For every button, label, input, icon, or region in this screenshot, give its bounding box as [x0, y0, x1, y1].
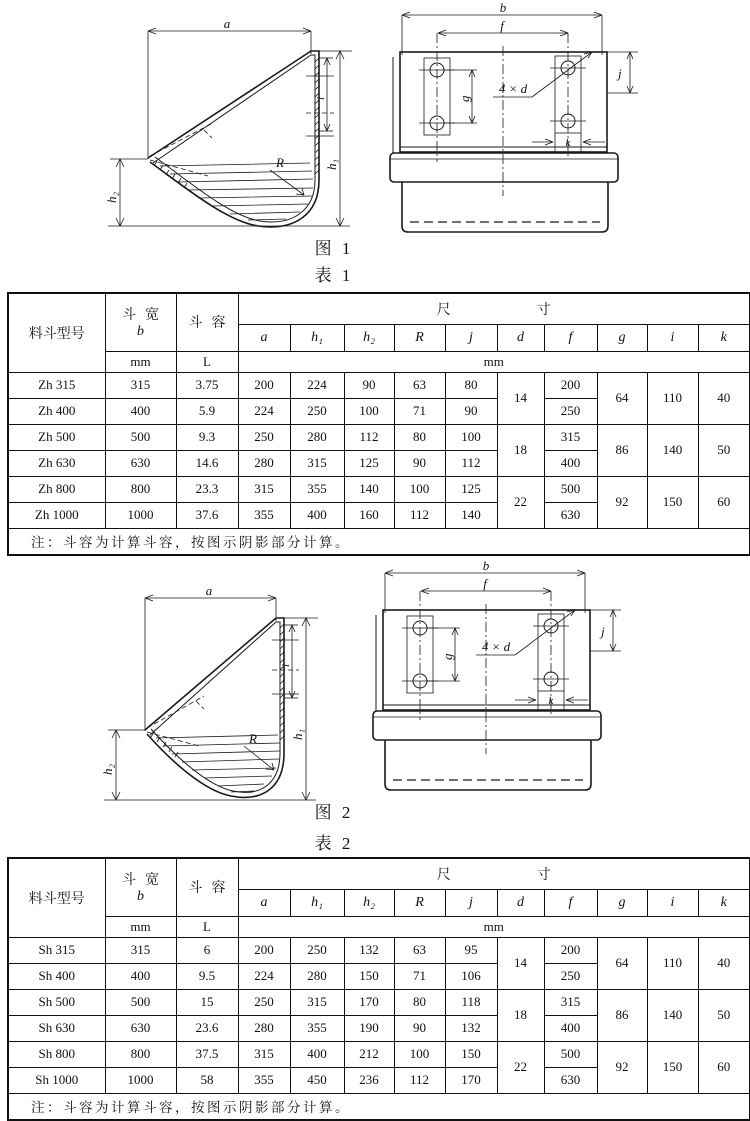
header-volume: 斗容	[176, 858, 238, 916]
cell: 5.9	[176, 398, 238, 424]
dim-label-j: j	[618, 66, 622, 81]
cell: 150	[445, 1041, 497, 1067]
cell: 58	[176, 1067, 238, 1093]
figure2-caption: 图 2	[314, 803, 354, 822]
cell: 400	[105, 963, 176, 989]
cell: 80	[445, 372, 497, 398]
figure1-bucket-side-view	[100, 18, 370, 263]
cell: 92	[597, 476, 647, 528]
cell: 315	[105, 372, 176, 398]
cell-model: Sh 400	[8, 963, 105, 989]
cell: 15	[176, 989, 238, 1015]
cell: 150	[647, 1041, 698, 1093]
cell: 355	[290, 476, 344, 502]
header-col: R	[394, 889, 445, 916]
cell: 400	[290, 1041, 344, 1067]
cell: 80	[394, 424, 445, 450]
header-volume-unit: L	[176, 916, 238, 937]
header-col: k	[698, 324, 750, 351]
cell: 315	[238, 1041, 290, 1067]
cell: 1000	[105, 1067, 176, 1093]
header-col: a	[238, 889, 290, 916]
header-width-unit: mm	[105, 916, 176, 937]
cell: 125	[445, 476, 497, 502]
dimension-j	[607, 52, 638, 93]
cell: 280	[290, 963, 344, 989]
cell: 250	[238, 989, 290, 1015]
cell: 40	[698, 937, 750, 989]
dim-label-h2: h₂	[104, 191, 119, 203]
strap-and-body	[373, 711, 601, 790]
dim-label-4xd: 4 × d	[498, 81, 528, 96]
cell: 22	[497, 1041, 544, 1093]
header-col: j	[445, 324, 497, 351]
cell: 100	[394, 1041, 445, 1067]
cell: 90	[344, 372, 394, 398]
dimension-i	[272, 625, 299, 698]
bucket-outline	[148, 51, 319, 227]
cell: 315	[105, 937, 176, 963]
dimension-a	[145, 583, 276, 731]
header-width-label: 斗宽	[122, 308, 168, 324]
cell-model: Zh 400	[8, 398, 105, 424]
cell: 315	[544, 989, 597, 1015]
header-col: h₁	[290, 324, 344, 351]
cell-model: Sh 315	[8, 937, 105, 963]
dimension-k	[515, 691, 588, 710]
cell: 60	[698, 1041, 750, 1093]
header-dimensions: 尺寸	[238, 293, 750, 324]
cell: 132	[445, 1015, 497, 1041]
header-dims-unit: mm	[238, 351, 750, 372]
cell: 280	[238, 1015, 290, 1041]
cell: 125	[344, 450, 394, 476]
cell: 224	[238, 398, 290, 424]
cell: 400	[544, 1015, 597, 1041]
cell: 355	[238, 1067, 290, 1093]
cell: 100	[344, 398, 394, 424]
dimension-h2	[104, 159, 148, 226]
header-col: d	[497, 324, 544, 351]
cell: 150	[344, 963, 394, 989]
cell: 160	[344, 502, 394, 528]
cell: 14.6	[176, 450, 238, 476]
cell: 280	[290, 424, 344, 450]
dim-label-g: g	[440, 653, 455, 660]
header-col: h₂	[344, 889, 394, 916]
table1-note: 注：斗容为计算斗容，按图示阴影部分计算。	[8, 528, 750, 555]
cell-model: Sh 800	[8, 1041, 105, 1067]
figure1-bucket-rear-view	[385, 0, 675, 245]
cell: 63	[394, 372, 445, 398]
header-width-symbol: b	[137, 324, 144, 340]
header-col: h₂	[344, 324, 394, 351]
cell: 355	[290, 1015, 344, 1041]
dim-label-R: R	[276, 155, 284, 170]
cell: 23.3	[176, 476, 238, 502]
cell: 250	[238, 424, 290, 450]
figure1-caption: 图 1	[314, 239, 354, 258]
cell: 6	[176, 937, 238, 963]
dim-label-j: j	[601, 624, 605, 639]
cell: 140	[344, 476, 394, 502]
cell: 18	[497, 989, 544, 1041]
cell: 71	[394, 398, 445, 424]
cell: 140	[445, 502, 497, 528]
dimension-h1	[104, 618, 318, 800]
cell: 315	[290, 989, 344, 1015]
cell: 200	[238, 937, 290, 963]
cell: 112	[344, 424, 394, 450]
cell: 236	[344, 1067, 394, 1093]
strap-and-body	[390, 153, 618, 232]
cell: 22	[497, 476, 544, 528]
cell: 86	[597, 424, 647, 476]
cell: 9.3	[176, 424, 238, 450]
cell: 190	[344, 1015, 394, 1041]
cell: 400	[290, 502, 344, 528]
cell: 450	[290, 1067, 344, 1093]
cell: 9.5	[176, 963, 238, 989]
cell: 630	[544, 1067, 597, 1093]
cell: 95	[445, 937, 497, 963]
cell: 23.6	[176, 1015, 238, 1041]
cell: 110	[647, 372, 698, 424]
cell: 106	[445, 963, 497, 989]
cell: 64	[597, 937, 647, 989]
dim-label-k: k	[548, 695, 554, 707]
cell: 224	[290, 372, 344, 398]
dim-label-b: b	[482, 558, 490, 573]
cell-model: Zh 800	[8, 476, 105, 502]
header-col: g	[597, 324, 647, 351]
header-col: j	[445, 889, 497, 916]
dimension-g	[427, 628, 460, 681]
cell-model: Zh 315	[8, 372, 105, 398]
cell: 250	[544, 963, 597, 989]
header-col: d	[497, 889, 544, 916]
cell: 800	[105, 476, 176, 502]
cell-model: Sh 1000	[8, 1067, 105, 1093]
header-volume-unit: L	[176, 351, 238, 372]
table2-caption: 表 2	[314, 834, 354, 853]
dim-label-h1: h₁	[324, 158, 339, 170]
shaded-fill-hatch	[156, 735, 280, 792]
dim-label-R: R	[249, 731, 257, 746]
cell: 355	[238, 502, 290, 528]
cell: 40	[698, 372, 750, 424]
cell: 500	[105, 989, 176, 1015]
dimension-4xd	[493, 52, 592, 97]
cell: 60	[698, 476, 750, 528]
cell: 315	[544, 424, 597, 450]
cell: 800	[105, 1041, 176, 1067]
cell: 315	[290, 450, 344, 476]
figure2-bucket-rear-view	[368, 558, 658, 803]
cell: 90	[394, 1015, 445, 1041]
header-width-symbol: b	[137, 889, 144, 905]
dim-label-h2: h₂	[100, 763, 115, 775]
cell: 224	[238, 963, 290, 989]
dimension-f	[421, 576, 551, 594]
cell: 250	[290, 937, 344, 963]
cell: 500	[105, 424, 176, 450]
cell: 315	[238, 476, 290, 502]
dimension-a	[148, 18, 311, 159]
cell: 90	[394, 450, 445, 476]
cell: 250	[544, 398, 597, 424]
cell: 200	[238, 372, 290, 398]
cell: 90	[445, 398, 497, 424]
cell-model: Sh 500	[8, 989, 105, 1015]
shaded-fill-hatch	[160, 163, 313, 220]
cell: 400	[544, 450, 597, 476]
cell: 200	[544, 372, 597, 398]
header-col: R	[394, 324, 445, 351]
dim-label-a: a	[223, 18, 231, 31]
header-col: a	[238, 324, 290, 351]
header-col: i	[647, 324, 698, 351]
cell: 200	[544, 937, 597, 963]
cell: 500	[544, 476, 597, 502]
cell: 50	[698, 424, 750, 476]
cell: 280	[238, 450, 290, 476]
cell: 630	[105, 450, 176, 476]
dimension-h2	[100, 730, 145, 800]
cell-model: Sh 630	[8, 1015, 105, 1041]
cell: 100	[394, 476, 445, 502]
header-col: i	[647, 889, 698, 916]
cell: 400	[105, 398, 176, 424]
cell-model: Zh 500	[8, 424, 105, 450]
cell: 80	[394, 989, 445, 1015]
dimension-R	[244, 731, 274, 770]
dimension-g	[444, 70, 477, 123]
cell: 18	[497, 424, 544, 476]
figure2-bucket-side-view	[96, 578, 366, 823]
cell: 14	[497, 937, 544, 989]
header-bucket-width	[105, 293, 176, 351]
dimension-k	[532, 133, 605, 152]
table2	[7, 857, 750, 1121]
cell: 150	[647, 476, 698, 528]
cell: 118	[445, 989, 497, 1015]
header-bucket-width	[105, 858, 176, 916]
cell: 140	[647, 989, 698, 1041]
dim-label-g: g	[457, 95, 472, 102]
header-volume: 斗容	[176, 293, 238, 351]
table1-caption: 表 1	[314, 266, 354, 285]
cell: 250	[290, 398, 344, 424]
cell: 37.6	[176, 502, 238, 528]
cell: 140	[647, 424, 698, 476]
header-col: h₁	[290, 889, 344, 916]
dim-label-4xd: 4 × d	[481, 639, 511, 654]
dim-label-h1: h₁	[290, 728, 305, 740]
cell: 37.5	[176, 1041, 238, 1067]
dimension-i	[306, 58, 334, 136]
cell: 112	[394, 502, 445, 528]
cell: 170	[445, 1067, 497, 1093]
cell: 110	[647, 937, 698, 989]
cell: 500	[544, 1041, 597, 1067]
header-model: 料斗型号	[8, 293, 105, 372]
dim-label-i: i	[280, 663, 292, 667]
cell: 50	[698, 989, 750, 1041]
cell: 71	[394, 963, 445, 989]
cell: 3.75	[176, 372, 238, 398]
dim-label-i: i	[315, 96, 327, 100]
table2-note: 注：斗容为计算斗容，按图示阴影部分计算。	[8, 1093, 750, 1120]
cell: 14	[497, 372, 544, 424]
header-col: g	[597, 889, 647, 916]
table1	[7, 292, 750, 556]
dim-label-a: a	[205, 583, 213, 598]
cell: 132	[344, 937, 394, 963]
cell: 630	[105, 1015, 176, 1041]
cell: 212	[344, 1041, 394, 1067]
cell: 112	[394, 1067, 445, 1093]
header-width-label: 斗宽	[122, 873, 168, 889]
header-dimensions: 尺寸	[238, 858, 750, 889]
cell-model: Zh 630	[8, 450, 105, 476]
cell: 92	[597, 1041, 647, 1093]
header-col: f	[544, 889, 597, 916]
header-width-unit: mm	[105, 351, 176, 372]
header-model: 料斗型号	[8, 858, 105, 937]
cell: 170	[344, 989, 394, 1015]
dim-label-k: k	[565, 137, 571, 149]
dim-label-f: f	[500, 18, 504, 33]
cell: 1000	[105, 502, 176, 528]
header-dims-unit: mm	[238, 916, 750, 937]
bucket-outline	[145, 618, 284, 797]
cell: 86	[597, 989, 647, 1041]
dimension-4xd	[476, 610, 575, 655]
header-col: k	[698, 889, 750, 916]
cell: 63	[394, 937, 445, 963]
cell: 64	[597, 372, 647, 424]
cell-model: Zh 1000	[8, 502, 105, 528]
dim-label-b: b	[499, 0, 507, 15]
dimension-j	[590, 610, 621, 651]
dim-label-f: f	[483, 576, 487, 591]
cell: 112	[445, 450, 497, 476]
header-col: f	[544, 324, 597, 351]
cell: 630	[544, 502, 597, 528]
cell: 100	[445, 424, 497, 450]
dimension-f	[438, 18, 568, 36]
